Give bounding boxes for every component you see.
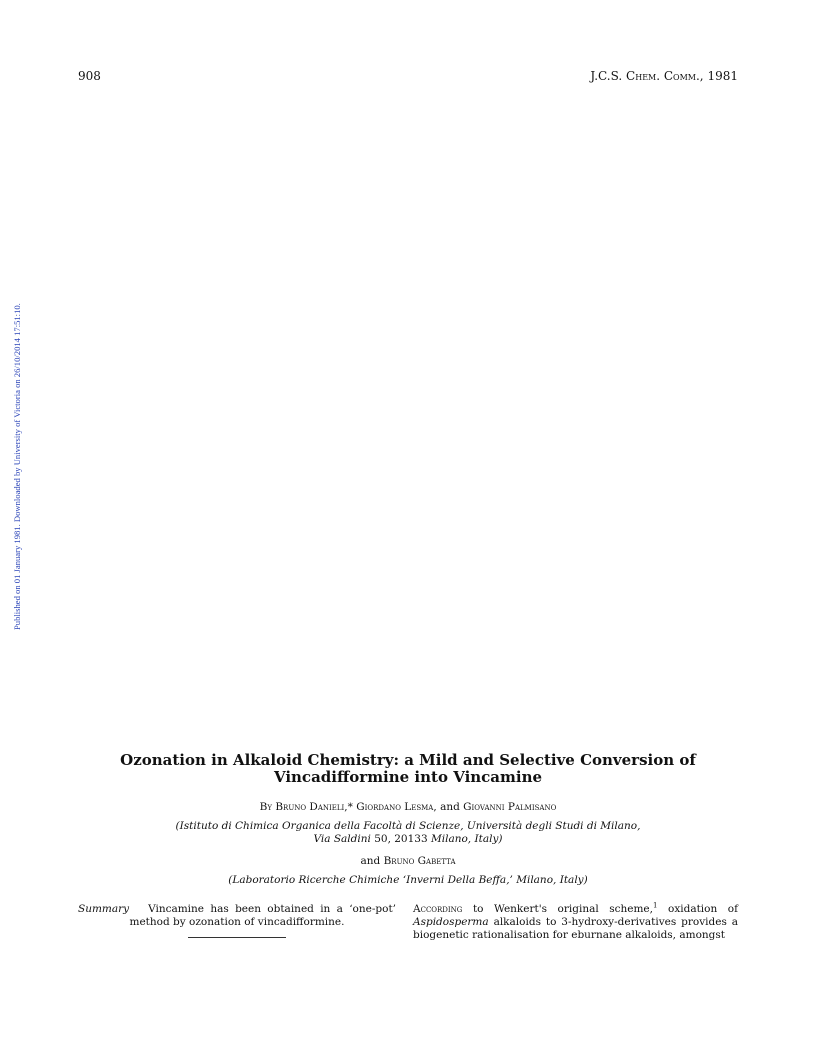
byline-by: By (259, 801, 272, 813)
author-byline (78, 801, 738, 814)
title-line-2: Vincadifformine into Vincamine (273, 768, 543, 786)
journal-name: Chem. Comm., (626, 69, 704, 83)
summary-block (78, 903, 396, 929)
body-text-2: oxidation of (668, 903, 738, 915)
download-watermark: Published on 01 January 1981. Downloaded by University of Victoria on 26/10/2014 17:51:10. (12, 303, 22, 630)
article-title (78, 752, 738, 786)
and-line (78, 855, 738, 867)
title-line-1: Ozonation in Alkaloid Chemistry: a Mild and Selective Conversion of (120, 751, 696, 769)
body-lead-word: According (413, 903, 463, 915)
affiliation-1 (78, 820, 738, 846)
reference-1: 1 (653, 901, 658, 910)
body-paragraph (413, 903, 738, 942)
body-text-1: to Wenkert's original scheme, (472, 903, 653, 915)
summary-divider (188, 937, 286, 938)
summary-label: Summary (78, 903, 130, 915)
affiliation-1-line-2: Via Saldini 50, 20133 Milano, Italy) (313, 833, 503, 845)
body-italic-genus: Aspidosperma (413, 916, 489, 928)
page-number: 908 (78, 69, 101, 83)
author-4: Bruno Gabetta (383, 855, 456, 867)
summary-text: Vincamine has been obtained in a ‘one-pot’ method by ozonation of vincadifformine. (129, 903, 396, 928)
affiliation-2: (Laboratorio Ricerche Chimiche ‘Inverni Della Beffa,’ Milano, Italy) (228, 874, 588, 886)
author-2: Giordano Lesma, (356, 801, 437, 813)
byline-and: and (440, 801, 460, 813)
affiliation-1-line-1: (Istituto di Chimica Organica della Facoltà di Scienze, Università degli Studi di Milano, (175, 820, 641, 832)
body-text-3: alkaloids to 3-hydroxy-derivatives provides a biogenetic rationalisation for eburnane alkaloids, amongst (413, 916, 739, 941)
journal-prefix: J.C.S. (590, 69, 623, 83)
and-word: and (360, 855, 381, 867)
author-3: Giovanni Palmisano (463, 801, 557, 813)
author-1: Bruno Danieli,* (275, 801, 353, 813)
journal-header (590, 69, 738, 83)
journal-year: 1981 (707, 69, 738, 83)
